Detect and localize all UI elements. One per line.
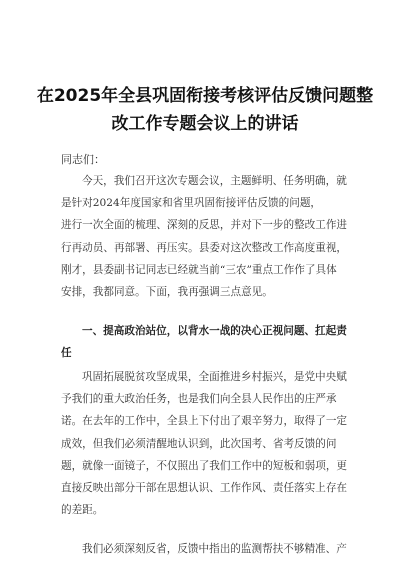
- paragraph-line: 诺。在去年的工作中，全县上下付出了艰辛努力，取得了一定: [61, 415, 348, 428]
- paragraph-line: 行再动员、再部署、再压实。县委对这次整改工作高度重视，: [61, 241, 348, 254]
- paragraph-line: 今天，我们召开这次专题会议，主题鲜明、任务明确，就: [82, 175, 347, 187]
- paragraph-line: 进行一次全面的梳理、深刻的反思，并对下一步的整改工作进: [61, 219, 348, 232]
- paragraph-line: 安排，我都同意。下面，我再强调三点意见。: [61, 286, 273, 299]
- paragraph-3: [61, 538, 357, 560]
- paragraph-line: 刚才，县委副书记同志已经就当前“三农”重点工作作了具体: [61, 263, 337, 276]
- paragraph-line: 我们必须深刻反省，反馈中指出的监测帮扶不够精准、产: [82, 543, 347, 555]
- document-title: [36, 82, 374, 138]
- heading-line: 一、提高政治站位，以背水一战的决心正视问题、扛起责: [82, 325, 347, 337]
- paragraph-line: 成效，但我们必须清醒地认识到，此次国考、省考反馈的问: [61, 437, 337, 450]
- paragraph-line: 是针对2024年度国家和省里巩固衔接评估反馈的问题，: [61, 197, 322, 210]
- title-line-2: 改工作专题会议上的讲话: [111, 114, 299, 134]
- paragraph-line: 予我们的重大政治任务，也是我们向全县人民作出的庄严承: [61, 393, 337, 406]
- paragraph-2: [61, 366, 357, 521]
- paragraph-line: 直接反映出部分干部在思想认识、工作作风、责任落实上存在: [61, 482, 348, 495]
- paragraph-line: 的差距。: [61, 504, 104, 517]
- paragraph-1: [61, 170, 357, 303]
- paragraph-line: 巩固拓展脱贫攻坚成果，全面推进乡村振兴，是党中央赋: [82, 371, 347, 383]
- section-heading-1: [61, 320, 357, 364]
- paragraph-line: 题，就像一面镜子，不仅照出了我们工作中的短板和弱项，更: [61, 459, 348, 472]
- title-line-1: 在2025年全县巩固衔接考核评估反馈问题整: [36, 86, 374, 106]
- heading-line: 任: [61, 347, 72, 360]
- salutation: 同志们：: [61, 153, 105, 166]
